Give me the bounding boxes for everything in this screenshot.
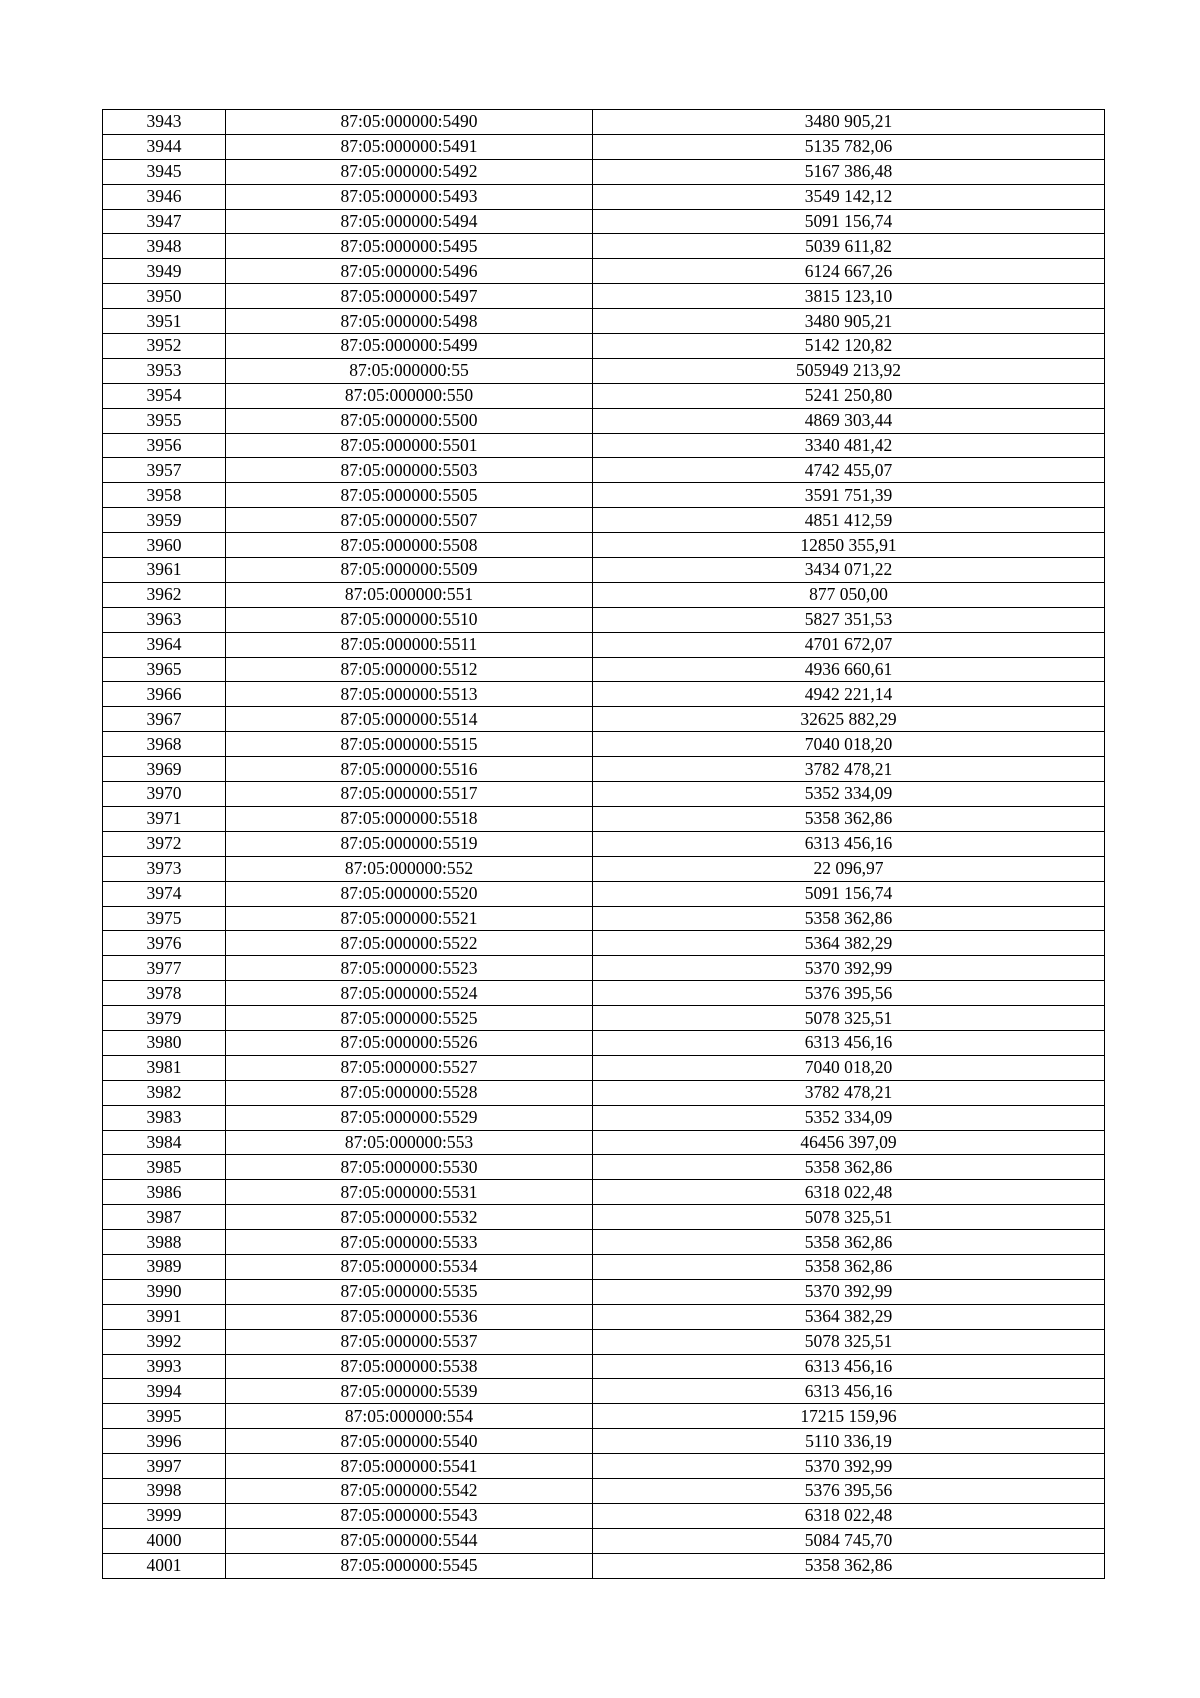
cadastral-value-cell: 5376 395,56 [593, 1478, 1105, 1503]
table-row [103, 1429, 1105, 1454]
cadastral-number-cell: 87:05:000000:5523 [226, 956, 593, 981]
row-number-cell: 3982 [103, 1080, 226, 1105]
cadastral-number-cell: 87:05:000000:550 [226, 383, 593, 408]
table-row [103, 1553, 1105, 1578]
cadastral-number-cell: 87:05:000000:5514 [226, 707, 593, 732]
row-number-cell: 3974 [103, 881, 226, 906]
table-row [103, 1404, 1105, 1429]
cadastral-value-cell: 4869 303,44 [593, 408, 1105, 433]
cadastral-number-cell: 87:05:000000:5491 [226, 134, 593, 159]
row-number-cell: 3950 [103, 284, 226, 309]
table-row [103, 483, 1105, 508]
cadastral-number-cell: 87:05:000000:5507 [226, 508, 593, 533]
table-row [103, 1354, 1105, 1379]
row-number-cell: 3956 [103, 433, 226, 458]
cadastral-value-cell: 5370 392,99 [593, 956, 1105, 981]
cadastral-value-cell: 5364 382,29 [593, 1304, 1105, 1329]
row-number-cell: 3979 [103, 1006, 226, 1031]
table-row [103, 956, 1105, 981]
cadastral-number-cell: 87:05:000000:5534 [226, 1254, 593, 1279]
cadastral-value-cell: 22 096,97 [593, 856, 1105, 881]
row-number-cell: 3991 [103, 1304, 226, 1329]
table-row [103, 358, 1105, 383]
table-row [103, 558, 1105, 583]
table-row [103, 657, 1105, 682]
cadastral-number-cell: 87:05:000000:5540 [226, 1429, 593, 1454]
row-number-cell: 3961 [103, 558, 226, 583]
cadastral-value-cell: 5358 362,86 [593, 1230, 1105, 1255]
cadastral-number-cell: 87:05:000000:554 [226, 1404, 593, 1429]
table-row [103, 1205, 1105, 1230]
table-row [103, 1130, 1105, 1155]
cadastral-value-cell: 5358 362,86 [593, 1553, 1105, 1578]
row-number-cell: 3981 [103, 1055, 226, 1080]
cadastral-value-cell: 5241 250,80 [593, 383, 1105, 408]
row-number-cell: 3945 [103, 159, 226, 184]
table-row [103, 1080, 1105, 1105]
row-number-cell: 3994 [103, 1379, 226, 1404]
cadastral-number-cell: 87:05:000000:551 [226, 582, 593, 607]
row-number-cell: 3999 [103, 1503, 226, 1528]
row-number-cell: 3962 [103, 582, 226, 607]
table-row [103, 1105, 1105, 1130]
row-number-cell: 3990 [103, 1279, 226, 1304]
cadastral-number-cell: 87:05:000000:5512 [226, 657, 593, 682]
table-row [103, 1528, 1105, 1553]
cadastral-number-cell: 87:05:000000:5532 [226, 1205, 593, 1230]
table-row [103, 209, 1105, 234]
cadastral-value-cell: 6313 456,16 [593, 1030, 1105, 1055]
cadastral-number-cell: 87:05:000000:5511 [226, 632, 593, 657]
row-number-cell: 3987 [103, 1205, 226, 1230]
cadastral-value-cell: 5091 156,74 [593, 881, 1105, 906]
table-row [103, 458, 1105, 483]
row-number-cell: 3989 [103, 1254, 226, 1279]
cadastral-value-cell: 32625 882,29 [593, 707, 1105, 732]
cadastral-value-cell: 5091 156,74 [593, 209, 1105, 234]
cadastral-number-cell: 87:05:000000:5513 [226, 682, 593, 707]
cadastral-number-cell: 87:05:000000:552 [226, 856, 593, 881]
cadastral-number-cell: 87:05:000000:5544 [226, 1528, 593, 1553]
cadastral-number-cell: 87:05:000000:5508 [226, 533, 593, 558]
row-number-cell: 3973 [103, 856, 226, 881]
cadastral-number-cell: 87:05:000000:5492 [226, 159, 593, 184]
table-row [103, 159, 1105, 184]
cadastral-value-cell: 5376 395,56 [593, 981, 1105, 1006]
cadastral-value-cell: 5352 334,09 [593, 782, 1105, 807]
cadastral-value-cell: 5364 382,29 [593, 931, 1105, 956]
row-number-cell: 3972 [103, 831, 226, 856]
cadastral-number-cell: 87:05:000000:5533 [226, 1230, 593, 1255]
row-number-cell: 3985 [103, 1155, 226, 1180]
row-number-cell: 3963 [103, 607, 226, 632]
cadastral-value-cell: 6124 667,26 [593, 259, 1105, 284]
table-row [103, 1155, 1105, 1180]
row-number-cell: 3951 [103, 309, 226, 334]
row-number-cell: 3996 [103, 1429, 226, 1454]
cadastral-number-cell: 87:05:000000:5530 [226, 1155, 593, 1180]
table-row [103, 1055, 1105, 1080]
table-row [103, 732, 1105, 757]
cadastral-value-cell: 5358 362,86 [593, 906, 1105, 931]
cadastral-value-cell: 3549 142,12 [593, 184, 1105, 209]
cadastral-number-cell: 87:05:000000:5526 [226, 1030, 593, 1055]
cadastral-value-cell: 6313 456,16 [593, 1354, 1105, 1379]
table-row [103, 707, 1105, 732]
row-number-cell: 3953 [103, 358, 226, 383]
cadastral-number-cell: 87:05:000000:5528 [226, 1080, 593, 1105]
row-number-cell: 4001 [103, 1553, 226, 1578]
cadastral-number-cell: 87:05:000000:5542 [226, 1478, 593, 1503]
table-row [103, 408, 1105, 433]
cadastral-number-cell: 87:05:000000:5500 [226, 408, 593, 433]
row-number-cell: 3947 [103, 209, 226, 234]
row-number-cell: 3976 [103, 931, 226, 956]
row-number-cell: 3960 [103, 533, 226, 558]
table-row [103, 1304, 1105, 1329]
table-row [103, 1006, 1105, 1031]
cadastral-value-cell: 5167 386,48 [593, 159, 1105, 184]
cadastral-value-cell: 5370 392,99 [593, 1279, 1105, 1304]
cadastral-value-cell: 4851 412,59 [593, 508, 1105, 533]
cadastral-number-cell: 87:05:000000:5538 [226, 1354, 593, 1379]
row-number-cell: 3992 [103, 1329, 226, 1354]
row-number-cell: 3948 [103, 234, 226, 259]
table-row [103, 508, 1105, 533]
table-row [103, 682, 1105, 707]
table-row [103, 1254, 1105, 1279]
row-number-cell: 3969 [103, 757, 226, 782]
table-row [103, 1230, 1105, 1255]
row-number-cell: 3966 [103, 682, 226, 707]
table-row [103, 981, 1105, 1006]
cadastral-value-cell: 877 050,00 [593, 582, 1105, 607]
cadastral-value-cell: 17215 159,96 [593, 1404, 1105, 1429]
cadastral-number-cell: 87:05:000000:5501 [226, 433, 593, 458]
row-number-cell: 3995 [103, 1404, 226, 1429]
table-row [103, 1180, 1105, 1205]
table-row [103, 334, 1105, 359]
cadastral-number-cell: 87:05:000000:5517 [226, 782, 593, 807]
table-row [103, 1030, 1105, 1055]
cadastral-value-cell: 5078 325,51 [593, 1329, 1105, 1354]
cadastral-value-cell: 3782 478,21 [593, 757, 1105, 782]
cadastral-number-cell: 87:05:000000:5541 [226, 1454, 593, 1479]
cadastral-value-cell: 6318 022,48 [593, 1180, 1105, 1205]
cadastral-number-cell: 87:05:000000:5519 [226, 831, 593, 856]
table-row [103, 433, 1105, 458]
row-number-cell: 3964 [103, 632, 226, 657]
table-row [103, 1454, 1105, 1479]
cadastral-value-cell: 5039 611,82 [593, 234, 1105, 259]
cadastral-value-cell: 5078 325,51 [593, 1205, 1105, 1230]
cadastral-number-cell: 87:05:000000:5494 [226, 209, 593, 234]
table-row [103, 309, 1105, 334]
row-number-cell: 3955 [103, 408, 226, 433]
row-number-cell: 3984 [103, 1130, 226, 1155]
cadastral-number-cell: 87:05:000000:5539 [226, 1379, 593, 1404]
row-number-cell: 3980 [103, 1030, 226, 1055]
cadastral-value-cell: 4936 660,61 [593, 657, 1105, 682]
cadastral-number-cell: 87:05:000000:5529 [226, 1105, 593, 1130]
row-number-cell: 3952 [103, 334, 226, 359]
row-number-cell: 3983 [103, 1105, 226, 1130]
cadastral-number-cell: 87:05:000000:5499 [226, 334, 593, 359]
cadastral-value-cell: 5352 334,09 [593, 1105, 1105, 1130]
cadastral-number-cell: 87:05:000000:5490 [226, 110, 593, 135]
row-number-cell: 3993 [103, 1354, 226, 1379]
cadastral-value-cell: 5358 362,86 [593, 1155, 1105, 1180]
cadastral-number-cell: 87:05:000000:5535 [226, 1279, 593, 1304]
cadastral-value-cell: 3815 123,10 [593, 284, 1105, 309]
cadastral-number-cell: 87:05:000000:5505 [226, 483, 593, 508]
row-number-cell: 4000 [103, 1528, 226, 1553]
row-number-cell: 3946 [103, 184, 226, 209]
cadastral-number-cell: 87:05:000000:5497 [226, 284, 593, 309]
cadastral-value-cell: 3480 905,21 [593, 309, 1105, 334]
table-row [103, 856, 1105, 881]
cadastral-value-cell: 4942 221,14 [593, 682, 1105, 707]
cadastral-number-cell: 87:05:000000:5518 [226, 806, 593, 831]
table-row [103, 184, 1105, 209]
cadastral-value-cell: 3340 481,42 [593, 433, 1105, 458]
cadastral-value-cell: 5370 392,99 [593, 1454, 1105, 1479]
table-row [103, 757, 1105, 782]
cadastral-number-cell: 87:05:000000:55 [226, 358, 593, 383]
row-number-cell: 3944 [103, 134, 226, 159]
table-row [103, 881, 1105, 906]
table-row [103, 931, 1105, 956]
table-row [103, 259, 1105, 284]
table-row [103, 632, 1105, 657]
cadastral-value-cell: 7040 018,20 [593, 732, 1105, 757]
row-number-cell: 3988 [103, 1230, 226, 1255]
table-row [103, 284, 1105, 309]
table-row [103, 1279, 1105, 1304]
cadastral-value-cell: 5142 120,82 [593, 334, 1105, 359]
table-body [103, 110, 1105, 1579]
cadastral-number-cell: 87:05:000000:5537 [226, 1329, 593, 1354]
row-number-cell: 3965 [103, 657, 226, 682]
cadastral-number-cell: 87:05:000000:5503 [226, 458, 593, 483]
cadastral-value-cell: 12850 355,91 [593, 533, 1105, 558]
row-number-cell: 3986 [103, 1180, 226, 1205]
cadastral-number-cell: 87:05:000000:5493 [226, 184, 593, 209]
cadastral-number-cell: 87:05:000000:553 [226, 1130, 593, 1155]
cadastral-number-cell: 87:05:000000:5498 [226, 309, 593, 334]
table-row [103, 1503, 1105, 1528]
row-number-cell: 3957 [103, 458, 226, 483]
cadastral-number-cell: 87:05:000000:5496 [226, 259, 593, 284]
cadastral-value-cell: 505949 213,92 [593, 358, 1105, 383]
cadastral-value-cell: 5135 782,06 [593, 134, 1105, 159]
table-row [103, 110, 1105, 135]
row-number-cell: 3943 [103, 110, 226, 135]
cadastral-value-cell: 3434 071,22 [593, 558, 1105, 583]
row-number-cell: 3967 [103, 707, 226, 732]
cadastral-value-cell: 4742 455,07 [593, 458, 1105, 483]
table-row [103, 607, 1105, 632]
row-number-cell: 3954 [103, 383, 226, 408]
cadastral-value-cell: 46456 397,09 [593, 1130, 1105, 1155]
cadastral-number-cell: 87:05:000000:5522 [226, 931, 593, 956]
cadastral-number-cell: 87:05:000000:5545 [226, 1553, 593, 1578]
cadastral-number-cell: 87:05:000000:5515 [226, 732, 593, 757]
cadastral-value-cell: 5078 325,51 [593, 1006, 1105, 1031]
table-row [103, 906, 1105, 931]
table-row [103, 134, 1105, 159]
cadastral-value-cell: 5358 362,86 [593, 806, 1105, 831]
row-number-cell: 3978 [103, 981, 226, 1006]
table-row [103, 582, 1105, 607]
row-number-cell: 3975 [103, 906, 226, 931]
table-row [103, 782, 1105, 807]
table-row [103, 383, 1105, 408]
row-number-cell: 3977 [103, 956, 226, 981]
row-number-cell: 3949 [103, 259, 226, 284]
row-number-cell: 3959 [103, 508, 226, 533]
cadastral-value-cell: 5358 362,86 [593, 1254, 1105, 1279]
cadastral-value-cell: 7040 018,20 [593, 1055, 1105, 1080]
cadastral-value-cell: 6313 456,16 [593, 1379, 1105, 1404]
cadastral-number-cell: 87:05:000000:5536 [226, 1304, 593, 1329]
cadastral-number-cell: 87:05:000000:5510 [226, 607, 593, 632]
table-row [103, 234, 1105, 259]
row-number-cell: 3970 [103, 782, 226, 807]
row-number-cell: 3997 [103, 1454, 226, 1479]
cadastral-number-cell: 87:05:000000:5509 [226, 558, 593, 583]
row-number-cell: 3971 [103, 806, 226, 831]
cadastral-value-cell: 5827 351,53 [593, 607, 1105, 632]
cadastral-number-cell: 87:05:000000:5531 [226, 1180, 593, 1205]
cadastral-number-cell: 87:05:000000:5520 [226, 881, 593, 906]
cadastral-value-cell: 3480 905,21 [593, 110, 1105, 135]
cadastral-number-cell: 87:05:000000:5543 [226, 1503, 593, 1528]
cadastral-number-cell: 87:05:000000:5516 [226, 757, 593, 782]
table-row [103, 806, 1105, 831]
cadastral-value-cell: 3782 478,21 [593, 1080, 1105, 1105]
table-row [103, 1329, 1105, 1354]
table-row [103, 533, 1105, 558]
cadastral-value-cell: 3591 751,39 [593, 483, 1105, 508]
cadastral-number-cell: 87:05:000000:5521 [226, 906, 593, 931]
cadastral-value-cell: 5110 336,19 [593, 1429, 1105, 1454]
row-number-cell: 3958 [103, 483, 226, 508]
cadastral-value-table [102, 109, 1105, 1579]
cadastral-number-cell: 87:05:000000:5527 [226, 1055, 593, 1080]
cadastral-number-cell: 87:05:000000:5525 [226, 1006, 593, 1031]
cadastral-value-cell: 6313 456,16 [593, 831, 1105, 856]
table-row [103, 1478, 1105, 1503]
table-row [103, 831, 1105, 856]
cadastral-value-cell: 5084 745,70 [593, 1528, 1105, 1553]
cadastral-value-cell: 6318 022,48 [593, 1503, 1105, 1528]
table-row [103, 1379, 1105, 1404]
row-number-cell: 3968 [103, 732, 226, 757]
cadastral-number-cell: 87:05:000000:5495 [226, 234, 593, 259]
cadastral-value-cell: 4701 672,07 [593, 632, 1105, 657]
row-number-cell: 3998 [103, 1478, 226, 1503]
cadastral-number-cell: 87:05:000000:5524 [226, 981, 593, 1006]
